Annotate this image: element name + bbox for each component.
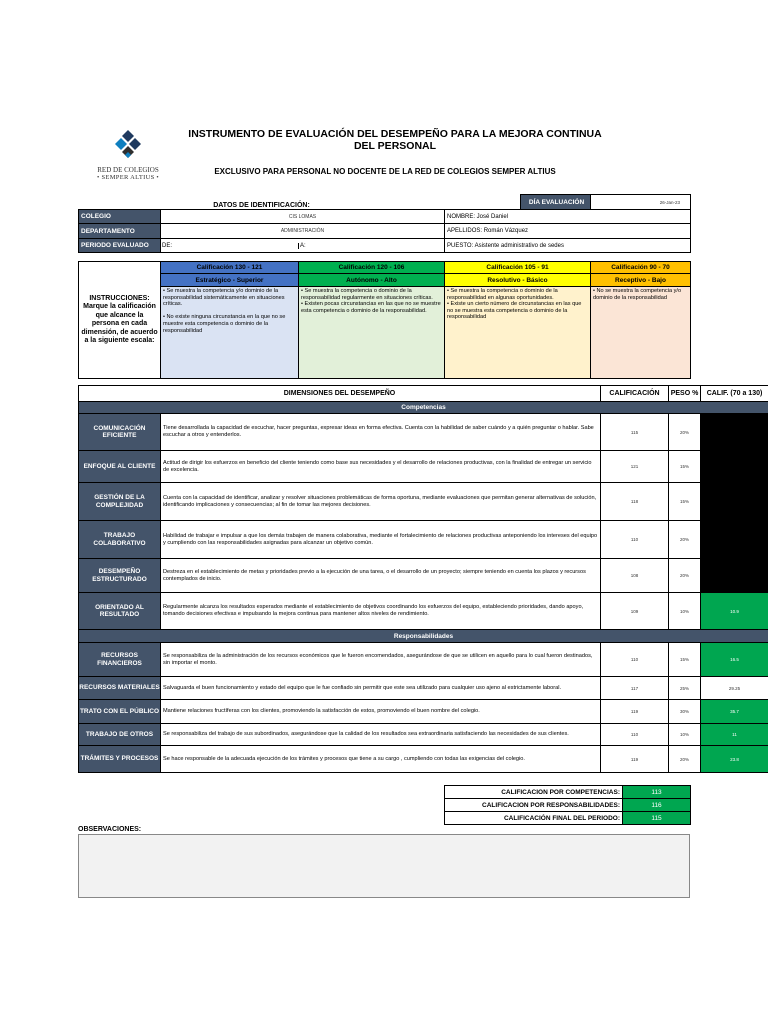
puesto-field[interactable]: PUESTO: Asistente administrativo de sedes <box>445 239 691 253</box>
table-row <box>79 483 768 521</box>
dimension-description: Actitud de dirigir los esfuerzos en beneficio del cliente teniendo como base sus necesidades y el desarrollo de relaciones productivas, con la finalidad de entregar un servicio de excelencia. <box>161 451 601 483</box>
observaciones-textbox[interactable] <box>78 834 690 898</box>
dimension-description: Salvaguarda el buen funcionamiento y estado del equipo que le fue confiado sin permitir que este sea utilizado para cualquier uso ajeno al estrictamente laboral. <box>161 677 601 700</box>
level-2-description: • Se muestra la competencia o dominio de la responsabilidad regularmente en situaciones críticas. • Existen pocas circunstancias en las que no se muestre esta competencia o dominio de la responsabilidad. <box>299 287 445 379</box>
peso-value: 10% <box>669 593 701 630</box>
dimension-name: ENFOQUE AL CLIENTE <box>79 451 161 483</box>
identification-table <box>78 194 691 253</box>
dimension-description: Cuenta con la capacidad de identificar, analizar y resolver situaciones problemáticas de forma oportuna, mediante evaluaciones que permitan generar alternativas de solución, identificando implicaciones y consecuencias; al fin de tomar las mejores decisiones. <box>161 483 601 521</box>
peso-value: 15% <box>669 483 701 521</box>
calif-value: 35.7 <box>701 700 768 724</box>
level-3-name: Resolutivo - Básico <box>445 274 591 287</box>
table-row <box>79 643 768 677</box>
col-calif: CALIF. (70 a 130) <box>701 386 768 402</box>
table-row <box>79 700 768 724</box>
calif-value: 10.9 <box>701 593 768 630</box>
document-subtitle: EXCLUSIVO PARA PERSONAL NO DOCENTE DE LA RED DE COLEGIOS SEMPER ALTIUS <box>214 167 556 176</box>
level-3-header: Calificación 105 - 91 <box>445 262 591 274</box>
departamento-label: DEPARTAMENTO <box>79 224 161 239</box>
table-row <box>79 724 768 746</box>
table-row <box>79 746 768 773</box>
level-4-header: Calificación 90 - 70 <box>591 262 691 274</box>
calif-value: 16.5 <box>701 643 768 677</box>
peso-value: 15% <box>669 643 701 677</box>
level-1-name: Estratégico - Superior <box>161 274 299 287</box>
calificacion-input[interactable]: 109 <box>601 593 669 630</box>
calificacion-input[interactable]: 110 <box>601 643 669 677</box>
dimension-name: ORIENTADO AL RESULTADO <box>79 593 161 630</box>
dimension-name: TRÁMITES Y PROCESOS <box>79 746 161 773</box>
summary-table <box>444 785 691 825</box>
document-title: INSTRUMENTO DE EVALUACIÓN DEL DESEMPEÑO PARA LA MEJORA CONTINUA DEL PERSONAL <box>188 128 602 152</box>
calificacion-input[interactable]: 110 <box>601 521 669 559</box>
table-row <box>79 559 768 593</box>
peso-value: 15% <box>669 451 701 483</box>
logo <box>88 130 168 190</box>
calif-final-value: 115 <box>623 812 691 825</box>
dimension-name: GESTIÓN DE LA COMPLEJIDAD <box>79 483 161 521</box>
dimension-name: DESEMPEÑO ESTRUCTURADO <box>79 559 161 593</box>
calificacion-input[interactable]: 117 <box>601 677 669 700</box>
calificacion-input[interactable]: 118 <box>601 483 669 521</box>
table-row <box>79 593 768 630</box>
dimension-description: Se hace responsable de la adecuada ejecución de los trámites y procesos que tiene a su cargo , cumpliendo con todas las exigencias del colegio. <box>161 746 601 773</box>
calificacion-input[interactable]: 119 <box>601 700 669 724</box>
identification-title: DATOS DE IDENTIFICACIÓN: <box>213 202 310 209</box>
calif-value <box>701 521 768 559</box>
col-peso: PESO % <box>669 386 701 402</box>
eval-date-label: DÍA EVALUACIÓN <box>521 195 591 210</box>
col-calificacion: CALIFICACIÓN <box>601 386 669 402</box>
dimension-description: Destreza en el establecimiento de metas y prioridades previo a la ejecución de una tarea, o el desarrollo de un proyecto; siempre teniendo en cuenta los plazos y recursos contemplados de inicio. <box>161 559 601 593</box>
apellidos-field[interactable]: APELLIDOS: Román Vázquez <box>445 224 691 239</box>
calif-value: 23.8 <box>701 746 768 773</box>
dimension-description: Se responsabiliza de la administración de los recursos económicos que le fueron encomendados, asegurándose de que se utilicen en aquello para lo cual fueron destinados, sin importar el monto. <box>161 643 601 677</box>
logo-line2: • SEMPER ALTIUS • <box>97 174 159 181</box>
periodo-label: PERIODO EVALUADO <box>79 239 161 253</box>
calificacion-input[interactable]: 115 <box>601 414 669 451</box>
peso-value: 20% <box>669 559 701 593</box>
peso-value: 30% <box>669 700 701 724</box>
calif-value: 29.25 <box>701 677 768 700</box>
calificacion-input[interactable]: 121 <box>601 451 669 483</box>
periodo-a[interactable]: A: <box>300 242 306 249</box>
periodo-de[interactable]: DE: <box>161 243 299 249</box>
calif-competencias-label: CALIFICACION POR COMPETENCIAS: <box>445 786 623 799</box>
dimension-name: TRATO CON EL PÚBLICO <box>79 700 161 724</box>
periodo-range[interactable] <box>161 239 445 253</box>
calificacion-input[interactable]: 108 <box>601 559 669 593</box>
level-4-name: Receptivo - Bajo <box>591 274 691 287</box>
calificacion-input[interactable]: 110 <box>601 724 669 746</box>
calif-value <box>701 414 768 451</box>
calif-responsabilidades-value: 116 <box>623 799 691 812</box>
dimension-description: Se responsabiliza del trabajo de sus subordinados, asegurándose que la calidad de los resultados sea extraordinaria satisfaciendo las necesidades de sus clientes. <box>161 724 601 746</box>
dimension-description: Mantiene relaciones fructíferas con los clientes, promoviendo la satisfacción de estos, promoviendo el buen nombre del colegio. <box>161 700 601 724</box>
logo-line1: RED DE COLEGIOS <box>97 166 159 174</box>
nombre-field[interactable]: NOMBRE: José Daniel <box>445 210 691 224</box>
dimension-name: COMUNICACIÓN EFICIENTE <box>79 414 161 451</box>
colegio-label: COLEGIO <box>79 210 161 224</box>
dimension-name: RECURSOS FINANCIEROS <box>79 643 161 677</box>
competencias-section: Competencias <box>79 402 768 414</box>
calif-value <box>701 451 768 483</box>
scale-instructions: INSTRUCCIONES: Marque la calificación que alcance la persona en cada dimensión, de acuerdo a la siguiente escala: <box>79 262 161 379</box>
table-row <box>79 677 768 700</box>
level-1-description: • Se muestra la competencia y/o dominio de la responsabilidad sistemáticamente en situaciones críticas. • No existe ninguna circunstancia en la que no se muestre esta competencia o dominio de la responsabilidad <box>161 287 299 379</box>
responsabilidades-section: Responsabilidades <box>79 630 768 643</box>
dimension-name: TRABAJO DE OTROS <box>79 724 161 746</box>
peso-value: 20% <box>669 521 701 559</box>
level-2-header: Calificación 120 - 106 <box>299 262 445 274</box>
calificacion-input[interactable]: 119 <box>601 746 669 773</box>
dimension-description: Tiene desarrollada la capacidad de escuchar, hacer preguntas, expresar ideas en forma efectiva. Cuenta con la habilidad de saber cuándo y a quién preguntar o hablar. Sabe escuchar a otros y entenderlos. <box>161 414 601 451</box>
peso-value: 20% <box>669 746 701 773</box>
level-3-description: • Se muestra la competencia o dominio de la responsabilidad en algunas oportunidades. • Existe un cierto número de circunstancias en las que no se muestra esta competencia o dominio de la responsabilidad <box>445 287 591 379</box>
table-row <box>79 414 768 451</box>
logo-diamonds-icon <box>114 130 142 164</box>
peso-value: 20% <box>669 414 701 451</box>
level-2-name: Autónomo - Alto <box>299 274 445 287</box>
calif-value: 11 <box>701 724 768 746</box>
level-1-header: Calificación 130 - 121 <box>161 262 299 274</box>
peso-value: 10% <box>669 724 701 746</box>
col-dimensiones: DIMENSIONES DEL DESEMPEÑO <box>79 386 601 402</box>
calif-competencias-value: 113 <box>623 786 691 799</box>
eval-date-value[interactable]: 26-Jan-23 <box>591 195 691 210</box>
level-4-description: • No se muestra la competencia y/o dominio de la responsabilidad <box>591 287 691 379</box>
colegio-value[interactable]: CIS LOMAS <box>161 210 445 224</box>
dimension-description: Habilidad de trabajar e impulsar a que los demás trabajen de manera colaborativa, mediante el fortalecimiento de relaciones productivas anteponiendo los intereses del equipo y cumpliendo con las responsabilidades asignadas para alcanzar un objetivo común. <box>161 521 601 559</box>
observaciones-label: OBSERVACIONES: <box>78 826 142 833</box>
dimension-description: Regularmente alcanza los resultados esperados mediante el establecimiento de objetivos coordinando los esfuerzos del equipo, estableciendo prioridades, dando apoyo, tomando decisiones efectivas e impulsando la mejora continua para mantener altos niveles de rendimiento. <box>161 593 601 630</box>
dimension-name: RECURSOS MATERIALES <box>79 677 161 700</box>
calif-final-label: CALIFICACIÓN FINAL DEL PERIODO: <box>445 812 623 825</box>
calif-responsabilidades-label: CALIFICACION POR RESPONSABILIDADES: <box>445 799 623 812</box>
table-row <box>79 451 768 483</box>
dimension-name: TRABAJO COLABORATIVO <box>79 521 161 559</box>
dimensions-table <box>78 385 768 773</box>
table-row <box>79 521 768 559</box>
calif-value <box>701 483 768 521</box>
departamento-value[interactable]: ADMINISTRACIÓN <box>161 224 445 239</box>
calif-value <box>701 559 768 593</box>
scale-table <box>78 261 691 379</box>
peso-value: 25% <box>669 677 701 700</box>
